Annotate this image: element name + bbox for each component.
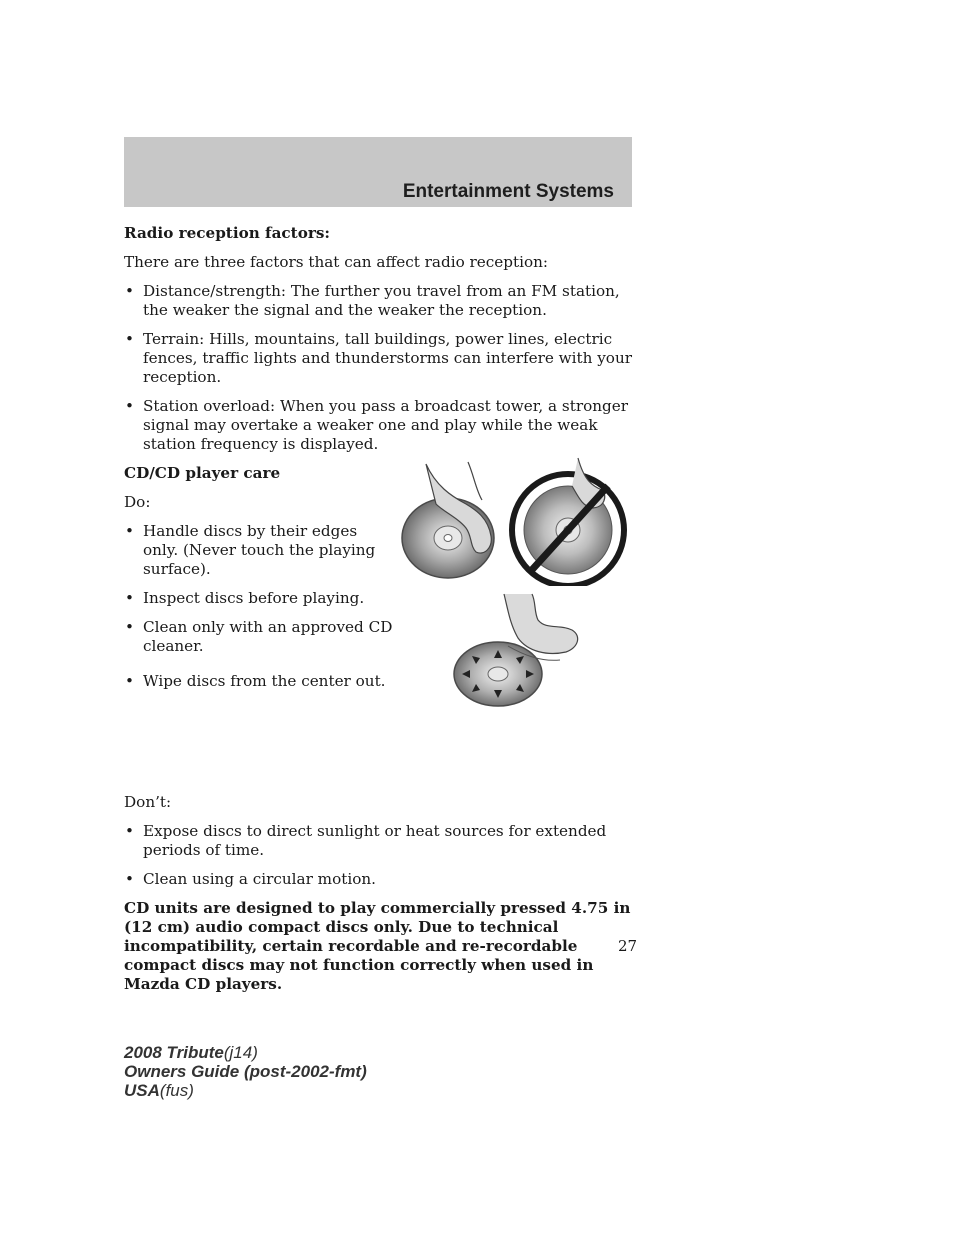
list-item: • Distance/strength: The further you travel from an FM station, the weaker the signal and the weaker the reception. (125, 282, 620, 319)
radio-intro: There are three factors that can affect radio reception: (124, 253, 549, 271)
list-item: • Clean using a circular motion. (125, 870, 376, 888)
bullet-icon: • (125, 282, 134, 300)
list-item: • Handle discs by their edges only. (Never touch the playing surface). (125, 522, 376, 578)
list-item: • Station overload: When you pass a broadcast tower, a stronger signal may overtake a weaker one and play while the weak station frequency is displayed. (125, 397, 628, 453)
section-title: Entertainment Systems (402, 181, 614, 202)
bullet-icon: • (125, 618, 134, 636)
bullet-icon: • (125, 589, 134, 607)
do-label: Do: (124, 493, 151, 511)
cd-compatibility-notice: CD units are designed to play commercially pressed 4.75 in (12 cm) audio compact discs only. Due to technical incompatibility, certain recordable and re-recordable compact discs may not function correctly when used in Mazda CD players. (124, 899, 631, 993)
disc-wiping-illustration (448, 590, 608, 710)
list-item: • Clean only with an approved CD cleaner. (125, 618, 393, 655)
section-header-bar (124, 137, 632, 207)
bullet-icon: • (125, 522, 134, 540)
footer-model-code: (j14) (223, 1043, 258, 1062)
bullet-icon: • (125, 330, 134, 348)
page-number: 27 (618, 937, 638, 955)
dont-label: Don’t: (124, 793, 172, 811)
cd-care-heading: CD/CD player care (124, 464, 281, 482)
bullet-icon: • (125, 397, 134, 415)
disc-held-by-edges-icon (402, 462, 494, 578)
list-item: • Expose discs to direct sunlight or heat sources for extended periods of time. (125, 822, 607, 859)
disc-handling-illustration (396, 456, 646, 586)
footer-guide-format: Owners Guide (post-2002-fmt) (124, 1062, 367, 1081)
bullet-icon: • (125, 822, 134, 840)
bullet-icon: • (125, 870, 134, 888)
bullet-icon: • (125, 672, 134, 690)
document-footer (124, 1043, 367, 1100)
list-item: • Wipe discs from the center out. (125, 672, 386, 690)
prohibited-touch-surface-icon (512, 458, 624, 586)
footer-model: 2008 Tribute (124, 1043, 224, 1062)
list-item: • Inspect discs before playing. (125, 589, 365, 607)
footer-market-code: (fus) (159, 1081, 194, 1100)
disc-wipe-icon (454, 594, 578, 706)
footer-market: USA (124, 1081, 160, 1100)
list-item: • Terrain: Hills, mountains, tall buildings, power lines, electric fences, traffic lights and thunderstorms can interfere with your reception. (125, 330, 632, 386)
radio-heading: Radio reception factors: (124, 224, 330, 242)
